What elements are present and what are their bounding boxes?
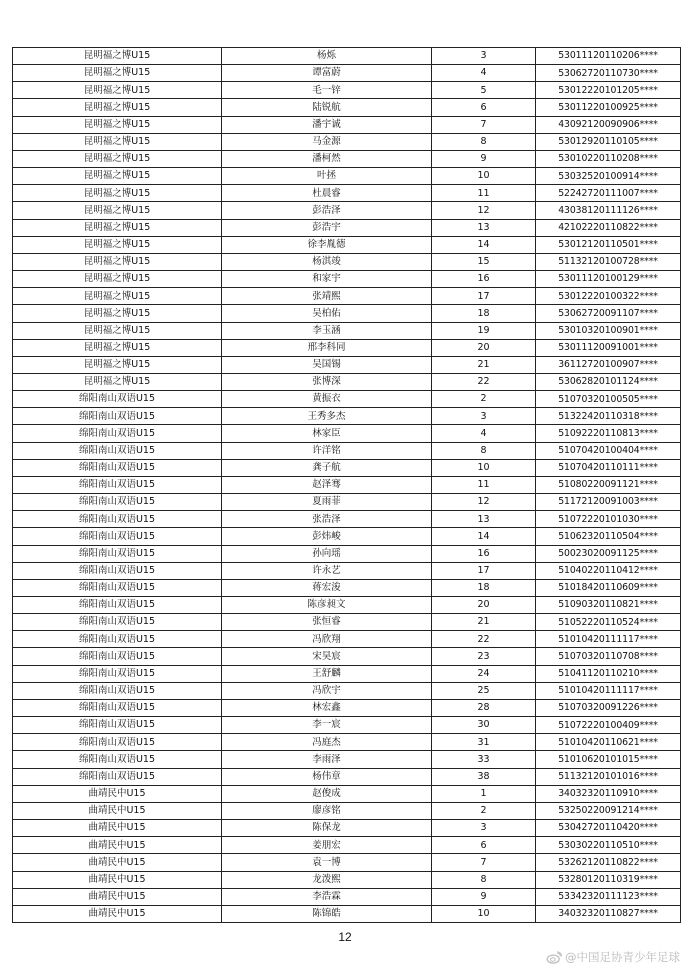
table-row — [13, 305, 681, 322]
id-number-cell: 51070320100505**** — [536, 391, 681, 408]
table-row — [13, 253, 681, 270]
jersey-number-cell: 4 — [432, 65, 536, 82]
player-name-cell: 孙向瑶 — [222, 545, 432, 562]
id-number-cell: 53011120091001**** — [536, 339, 681, 356]
team-name-cell: 绵阳南山双语U15 — [13, 494, 222, 511]
id-number-cell: 53010220110208**** — [536, 150, 681, 167]
table-row — [13, 116, 681, 133]
jersey-number-cell: 11 — [432, 185, 536, 202]
jersey-number-cell: 12 — [432, 202, 536, 219]
jersey-number-cell: 8 — [432, 442, 536, 459]
team-name-cell: 绵阳南山双语U15 — [13, 699, 222, 716]
player-name-cell: 彭浩泽 — [222, 202, 432, 219]
team-name-cell: 昆明福之博U15 — [13, 356, 222, 373]
jersey-number-cell: 10 — [432, 168, 536, 185]
roster-table-body — [13, 48, 681, 923]
id-number-cell: 53062720110730**** — [536, 65, 681, 82]
table-row — [13, 837, 681, 854]
team-name-cell: 绵阳南山双语U15 — [13, 648, 222, 665]
player-name-cell: 和家宇 — [222, 271, 432, 288]
id-number-cell: 34032320110827**** — [536, 905, 681, 922]
id-number-cell: 50023020091125**** — [536, 545, 681, 562]
table-row — [13, 288, 681, 305]
table-row — [13, 425, 681, 442]
table-row — [13, 888, 681, 905]
table-row — [13, 820, 681, 837]
team-name-cell: 曲靖民中U15 — [13, 802, 222, 819]
jersey-number-cell: 15 — [432, 253, 536, 270]
table-row — [13, 614, 681, 631]
jersey-number-cell: 3 — [432, 820, 536, 837]
player-name-cell: 陈彦昶文 — [222, 597, 432, 614]
table-row — [13, 271, 681, 288]
jersey-number-cell: 2 — [432, 802, 536, 819]
watermark-text: @中国足协青少年足球 — [565, 950, 680, 964]
table-row — [13, 579, 681, 596]
id-number-cell: 53062820101124**** — [536, 373, 681, 390]
table-row — [13, 150, 681, 167]
team-name-cell: 绵阳南山双语U15 — [13, 665, 222, 682]
id-number-cell: 51322420110318**** — [536, 408, 681, 425]
team-name-cell: 昆明福之博U15 — [13, 82, 222, 99]
jersey-number-cell: 4 — [432, 425, 536, 442]
jersey-number-cell: 31 — [432, 734, 536, 751]
team-name-cell: 绵阳南山双语U15 — [13, 528, 222, 545]
team-name-cell: 绵阳南山双语U15 — [13, 597, 222, 614]
id-number-cell: 51070420110111**** — [536, 459, 681, 476]
team-name-cell: 昆明福之博U15 — [13, 168, 222, 185]
id-number-cell: 53030220110510**** — [536, 837, 681, 854]
jersey-number-cell: 13 — [432, 511, 536, 528]
player-name-cell: 杨淇竣 — [222, 253, 432, 270]
team-name-cell: 曲靖民中U15 — [13, 888, 222, 905]
table-row — [13, 391, 681, 408]
table-row — [13, 631, 681, 648]
jersey-number-cell: 2 — [432, 391, 536, 408]
team-name-cell: 绵阳南山双语U15 — [13, 442, 222, 459]
id-number-cell: 34032320110910**** — [536, 785, 681, 802]
player-name-cell: 许永艺 — [222, 562, 432, 579]
id-number-cell: 51062320110504**** — [536, 528, 681, 545]
jersey-number-cell: 17 — [432, 288, 536, 305]
player-name-cell: 林宏鑫 — [222, 699, 432, 716]
team-name-cell: 昆明福之博U15 — [13, 305, 222, 322]
team-name-cell: 绵阳南山双语U15 — [13, 425, 222, 442]
team-name-cell: 绵阳南山双语U15 — [13, 734, 222, 751]
player-name-cell: 彭炜峻 — [222, 528, 432, 545]
table-row — [13, 597, 681, 614]
id-number-cell: 53042720110420**** — [536, 820, 681, 837]
jersey-number-cell: 3 — [432, 48, 536, 65]
jersey-number-cell: 18 — [432, 305, 536, 322]
id-number-cell: 53032520100914**** — [536, 168, 681, 185]
player-name-cell: 冯欣宇 — [222, 682, 432, 699]
team-name-cell: 绵阳南山双语U15 — [13, 408, 222, 425]
id-number-cell: 53012220101205**** — [536, 82, 681, 99]
jersey-number-cell: 23 — [432, 648, 536, 665]
table-row — [13, 545, 681, 562]
jersey-number-cell: 7 — [432, 116, 536, 133]
id-number-cell: 53011120110206**** — [536, 48, 681, 65]
team-name-cell: 绵阳南山双语U15 — [13, 545, 222, 562]
team-name-cell: 曲靖民中U15 — [13, 837, 222, 854]
jersey-number-cell: 11 — [432, 476, 536, 493]
weibo-icon — [546, 951, 562, 964]
player-name-cell: 张靖熙 — [222, 288, 432, 305]
player-name-cell: 冯欣翔 — [222, 631, 432, 648]
jersey-number-cell: 7 — [432, 854, 536, 871]
table-row — [13, 871, 681, 888]
table-row — [13, 734, 681, 751]
table-row — [13, 202, 681, 219]
id-number-cell: 53012920110105**** — [536, 133, 681, 150]
id-number-cell: 51052220110524**** — [536, 614, 681, 631]
id-number-cell: 43038120111126**** — [536, 202, 681, 219]
jersey-number-cell: 6 — [432, 99, 536, 116]
jersey-number-cell: 16 — [432, 545, 536, 562]
player-name-cell: 夏雨菲 — [222, 494, 432, 511]
id-number-cell: 51070320091226**** — [536, 699, 681, 716]
jersey-number-cell: 14 — [432, 236, 536, 253]
jersey-number-cell: 10 — [432, 905, 536, 922]
id-number-cell: 53342320111123**** — [536, 888, 681, 905]
id-number-cell: 51080220091121**** — [536, 476, 681, 493]
table-row — [13, 322, 681, 339]
team-name-cell: 曲靖民中U15 — [13, 854, 222, 871]
player-name-cell: 陆锐航 — [222, 99, 432, 116]
team-name-cell: 绵阳南山双语U15 — [13, 751, 222, 768]
table-row — [13, 476, 681, 493]
player-name-cell: 张恒睿 — [222, 614, 432, 631]
table-row — [13, 408, 681, 425]
id-number-cell: 43092120090906**** — [536, 116, 681, 133]
player-name-cell: 张浩泽 — [222, 511, 432, 528]
id-number-cell: 51070420100404**** — [536, 442, 681, 459]
jersey-number-cell: 21 — [432, 614, 536, 631]
team-name-cell: 绵阳南山双语U15 — [13, 768, 222, 785]
player-name-cell: 杨伟章 — [222, 768, 432, 785]
table-row — [13, 133, 681, 150]
team-name-cell: 曲靖民中U15 — [13, 871, 222, 888]
roster-table — [12, 47, 681, 923]
team-name-cell: 昆明福之博U15 — [13, 185, 222, 202]
player-name-cell: 陈锦皓 — [222, 905, 432, 922]
table-row — [13, 511, 681, 528]
id-number-cell: 51070320110708**** — [536, 648, 681, 665]
id-number-cell: 53062720091107**** — [536, 305, 681, 322]
id-number-cell: 53012220100322**** — [536, 288, 681, 305]
id-number-cell: 53010320100901**** — [536, 322, 681, 339]
team-name-cell: 昆明福之博U15 — [13, 219, 222, 236]
jersey-number-cell: 12 — [432, 494, 536, 511]
player-name-cell: 许洋铭 — [222, 442, 432, 459]
player-name-cell: 徐李胤德 — [222, 236, 432, 253]
table-row — [13, 168, 681, 185]
player-name-cell: 潘宇诚 — [222, 116, 432, 133]
team-name-cell: 曲靖民中U15 — [13, 785, 222, 802]
jersey-number-cell: 8 — [432, 871, 536, 888]
team-name-cell: 昆明福之博U15 — [13, 253, 222, 270]
player-name-cell: 宋昊宸 — [222, 648, 432, 665]
jersey-number-cell: 3 — [432, 408, 536, 425]
team-name-cell: 昆明福之博U15 — [13, 133, 222, 150]
watermark — [546, 949, 680, 965]
jersey-number-cell: 16 — [432, 271, 536, 288]
id-number-cell: 51090320110821**** — [536, 597, 681, 614]
id-number-cell: 36112720100907**** — [536, 356, 681, 373]
team-name-cell: 绵阳南山双语U15 — [13, 511, 222, 528]
team-name-cell: 绵阳南山双语U15 — [13, 614, 222, 631]
table-row — [13, 48, 681, 65]
team-name-cell: 曲靖民中U15 — [13, 820, 222, 837]
table-row — [13, 785, 681, 802]
jersey-number-cell: 21 — [432, 356, 536, 373]
table-row — [13, 356, 681, 373]
player-name-cell: 龙泼熙 — [222, 871, 432, 888]
jersey-number-cell: 28 — [432, 699, 536, 716]
id-number-cell: 53250220091214**** — [536, 802, 681, 819]
team-name-cell: 昆明福之博U15 — [13, 99, 222, 116]
player-name-cell: 陈保龙 — [222, 820, 432, 837]
team-name-cell: 昆明福之博U15 — [13, 65, 222, 82]
jersey-number-cell: 14 — [432, 528, 536, 545]
team-name-cell: 昆明福之博U15 — [13, 150, 222, 167]
jersey-number-cell: 25 — [432, 682, 536, 699]
table-row — [13, 648, 681, 665]
table-row — [13, 751, 681, 768]
player-name-cell: 龚子航 — [222, 459, 432, 476]
player-name-cell: 吴国锡 — [222, 356, 432, 373]
roster-table-container — [12, 47, 680, 923]
table-row — [13, 236, 681, 253]
player-name-cell: 谭富蔚 — [222, 65, 432, 82]
id-number-cell: 53011220100925**** — [536, 99, 681, 116]
id-number-cell: 53011120100129**** — [536, 271, 681, 288]
player-name-cell: 李一宸 — [222, 717, 432, 734]
jersey-number-cell: 8 — [432, 133, 536, 150]
table-row — [13, 528, 681, 545]
team-name-cell: 绵阳南山双语U15 — [13, 631, 222, 648]
player-name-cell: 王舒麟 — [222, 665, 432, 682]
player-name-cell: 张博深 — [222, 373, 432, 390]
id-number-cell: 52242720111007**** — [536, 185, 681, 202]
id-number-cell: 42102220110822**** — [536, 219, 681, 236]
id-number-cell: 51010420111117**** — [536, 682, 681, 699]
team-name-cell: 昆明福之博U15 — [13, 288, 222, 305]
player-name-cell: 赵泽骞 — [222, 476, 432, 493]
jersey-number-cell: 33 — [432, 751, 536, 768]
player-name-cell: 廖彦铭 — [222, 802, 432, 819]
jersey-number-cell: 5 — [432, 82, 536, 99]
team-name-cell: 绵阳南山双语U15 — [13, 476, 222, 493]
table-row — [13, 562, 681, 579]
id-number-cell: 51072220101030**** — [536, 511, 681, 528]
id-number-cell: 53262120110822**** — [536, 854, 681, 871]
table-row — [13, 717, 681, 734]
table-row — [13, 459, 681, 476]
player-name-cell: 叶拯 — [222, 168, 432, 185]
table-row — [13, 442, 681, 459]
jersey-number-cell: 22 — [432, 631, 536, 648]
table-row — [13, 802, 681, 819]
id-number-cell: 51072220100409**** — [536, 717, 681, 734]
id-number-cell: 51132120101016**** — [536, 768, 681, 785]
player-name-cell: 李雨泽 — [222, 751, 432, 768]
team-name-cell: 昆明福之博U15 — [13, 48, 222, 65]
jersey-number-cell: 17 — [432, 562, 536, 579]
player-name-cell: 邢李科同 — [222, 339, 432, 356]
jersey-number-cell: 13 — [432, 219, 536, 236]
id-number-cell: 51092220110813**** — [536, 425, 681, 442]
jersey-number-cell: 9 — [432, 150, 536, 167]
team-name-cell: 昆明福之博U15 — [13, 339, 222, 356]
player-name-cell: 姜朋宏 — [222, 837, 432, 854]
table-row — [13, 699, 681, 716]
id-number-cell: 51018420110609**** — [536, 579, 681, 596]
player-name-cell: 李玉涵 — [222, 322, 432, 339]
team-name-cell: 昆明福之博U15 — [13, 116, 222, 133]
table-row — [13, 682, 681, 699]
player-name-cell: 林家臣 — [222, 425, 432, 442]
team-name-cell: 昆明福之博U15 — [13, 202, 222, 219]
id-number-cell: 51010420111117**** — [536, 631, 681, 648]
team-name-cell: 昆明福之博U15 — [13, 236, 222, 253]
id-number-cell: 51010420110621**** — [536, 734, 681, 751]
id-number-cell: 51172120091003**** — [536, 494, 681, 511]
player-name-cell: 黄振衣 — [222, 391, 432, 408]
jersey-number-cell: 10 — [432, 459, 536, 476]
jersey-number-cell: 9 — [432, 888, 536, 905]
page-number: 12 — [338, 930, 352, 944]
player-name-cell: 潘柯然 — [222, 150, 432, 167]
player-name-cell: 吴柏佑 — [222, 305, 432, 322]
table-row — [13, 82, 681, 99]
team-name-cell: 昆明福之博U15 — [13, 373, 222, 390]
table-row — [13, 494, 681, 511]
jersey-number-cell: 1 — [432, 785, 536, 802]
player-name-cell: 毛一锌 — [222, 82, 432, 99]
team-name-cell: 曲靖民中U15 — [13, 905, 222, 922]
id-number-cell: 53280120110319**** — [536, 871, 681, 888]
table-row — [13, 65, 681, 82]
id-number-cell: 51040220110412**** — [536, 562, 681, 579]
table-row — [13, 185, 681, 202]
id-number-cell: 51041120110210**** — [536, 665, 681, 682]
team-name-cell: 绵阳南山双语U15 — [13, 717, 222, 734]
team-name-cell: 绵阳南山双语U15 — [13, 579, 222, 596]
player-name-cell: 李浩霖 — [222, 888, 432, 905]
team-name-cell: 绵阳南山双语U15 — [13, 562, 222, 579]
id-number-cell: 51010620101015**** — [536, 751, 681, 768]
jersey-number-cell: 22 — [432, 373, 536, 390]
player-name-cell: 袁一博 — [222, 854, 432, 871]
jersey-number-cell: 19 — [432, 322, 536, 339]
table-row — [13, 665, 681, 682]
jersey-number-cell: 20 — [432, 597, 536, 614]
team-name-cell: 绵阳南山双语U15 — [13, 682, 222, 699]
jersey-number-cell: 6 — [432, 837, 536, 854]
jersey-number-cell: 18 — [432, 579, 536, 596]
jersey-number-cell: 38 — [432, 768, 536, 785]
team-name-cell: 昆明福之博U15 — [13, 271, 222, 288]
table-row — [13, 854, 681, 871]
player-name-cell: 赵俊成 — [222, 785, 432, 802]
id-number-cell: 53012120110501**** — [536, 236, 681, 253]
player-name-cell: 王秀多杰 — [222, 408, 432, 425]
team-name-cell: 绵阳南山双语U15 — [13, 391, 222, 408]
table-row — [13, 373, 681, 390]
table-row — [13, 339, 681, 356]
id-number-cell: 51132120100728**** — [536, 253, 681, 270]
jersey-number-cell: 24 — [432, 665, 536, 682]
player-name-cell: 冯庭杰 — [222, 734, 432, 751]
player-name-cell: 蒋宏浚 — [222, 579, 432, 596]
table-row — [13, 99, 681, 116]
table-row — [13, 768, 681, 785]
player-name-cell: 杨烁 — [222, 48, 432, 65]
team-name-cell: 昆明福之博U15 — [13, 322, 222, 339]
table-row — [13, 219, 681, 236]
player-name-cell: 马金源 — [222, 133, 432, 150]
table-row — [13, 905, 681, 922]
player-name-cell: 杜晨睿 — [222, 185, 432, 202]
jersey-number-cell: 20 — [432, 339, 536, 356]
jersey-number-cell: 30 — [432, 717, 536, 734]
player-name-cell: 彭浩宇 — [222, 219, 432, 236]
team-name-cell: 绵阳南山双语U15 — [13, 459, 222, 476]
